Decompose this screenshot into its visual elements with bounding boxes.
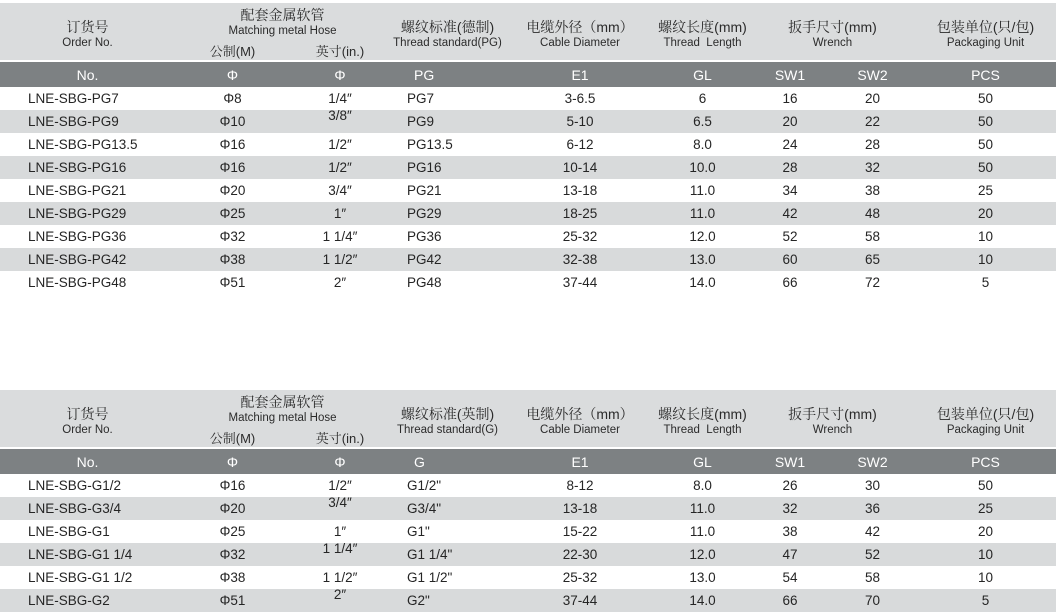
- key-metric-phi: Φ: [226, 453, 239, 470]
- key-sw1: SW1: [774, 66, 806, 83]
- sw2-cell: 30: [864, 478, 881, 493]
- thread-size-cell: G3/4": [407, 501, 442, 516]
- packaging-header-zh: 包装单位(只/包): [936, 18, 1035, 35]
- wrench-header: [750, 390, 915, 447]
- packaging-header-en: Packaging Unit: [946, 36, 1025, 49]
- key-metric-phi: Φ: [226, 66, 239, 83]
- inch-hose-cell: 1 1/4″: [322, 541, 358, 556]
- order-no-cell: LNE-SBG-PG9: [28, 114, 119, 129]
- key-sw1: SW1: [774, 453, 806, 470]
- inch-hose-cell: 3/4″: [328, 495, 352, 510]
- wrench-header-zh: 扳手尺寸(mm): [788, 405, 877, 422]
- sw2-cell: 52: [864, 547, 881, 562]
- metric-hose-cell: Φ16: [219, 137, 246, 152]
- sw1-cell: 66: [782, 275, 798, 290]
- sw2-cell: 58: [864, 570, 881, 585]
- cable-diameter-cell: 37-44: [562, 275, 598, 290]
- pcs-cell: 10: [977, 252, 994, 267]
- inch-hose-cell: 1″: [333, 206, 347, 221]
- order-no-cell: LNE-SBG-PG42: [28, 252, 127, 267]
- key-sw2: SW2: [857, 66, 888, 83]
- sw2-cell: 70: [864, 593, 881, 608]
- cable-diameter-header-zh: 电缆外径（mm）: [526, 405, 634, 422]
- thread-length-cell: 11.0: [689, 206, 716, 221]
- thread-length-cell: 11.0: [689, 501, 716, 516]
- matching-hose-header: [175, 3, 390, 60]
- table-row: [0, 87, 1056, 110]
- key-e1: E1: [571, 66, 589, 83]
- key-pcs: PCS: [971, 66, 1000, 83]
- cable-diameter-cell: 8-12: [566, 478, 594, 493]
- inch-hose-cell: 1 1/4″: [322, 229, 358, 244]
- thread-size-cell: G1/2": [407, 478, 442, 493]
- thread-size-cell: PG21: [407, 183, 442, 198]
- inch-hose-cell: 1″: [333, 524, 347, 539]
- sw2-cell: 36: [864, 501, 881, 516]
- thread-length-cell: 14.0: [689, 275, 716, 290]
- metric-hose-cell: Φ20: [219, 501, 246, 516]
- metric-subheader: 公制(M): [209, 44, 256, 59]
- thread-size-cell: PG16: [407, 160, 442, 175]
- metric-hose-cell: Φ16: [219, 478, 246, 493]
- sw1-cell: 42: [782, 206, 798, 221]
- thread-length-cell: 8.0: [693, 137, 712, 152]
- cable-diameter-header-en: Cable Diameter: [540, 36, 620, 49]
- table-row: [0, 497, 1056, 520]
- thread-length-cell: 14.0: [689, 593, 716, 608]
- wrench-header-en: Wrench: [812, 423, 853, 436]
- cable-diameter-cell: 37-44: [562, 593, 598, 608]
- thread-length-header-zh: 螺纹长度(mm): [658, 405, 747, 422]
- key-no: No.: [76, 66, 99, 83]
- pcs-cell: 50: [977, 137, 994, 152]
- thread-size-cell: PG48: [407, 275, 442, 290]
- matching-hose-header-zh: 配套金属软管: [240, 394, 325, 410]
- thread-size-cell: G1 1/2": [407, 570, 453, 585]
- thread-standard-header-zh: 螺纹标准(英制): [400, 405, 495, 422]
- inch-subheader: 英寸(in.): [315, 431, 365, 446]
- metric-hose-cell: Φ51: [219, 275, 246, 290]
- thread-size-cell: PG29: [407, 206, 442, 221]
- key-sw2: SW2: [857, 453, 888, 470]
- metric-hose-cell: Φ38: [219, 570, 246, 585]
- inch-hose-cell: 1 1/2″: [322, 252, 358, 267]
- g-column-key-row: [0, 449, 1056, 474]
- metric-hose-cell: Φ38: [219, 252, 246, 267]
- pcs-cell: 25: [977, 183, 994, 198]
- order-no-header-en: Order No.: [62, 36, 113, 49]
- cable-diameter-header-zh: 电缆外径（mm）: [526, 18, 634, 35]
- order-no-cell: LNE-SBG-G1/2: [28, 478, 122, 493]
- sw1-cell: 34: [782, 183, 798, 198]
- thread-size-cell: G1": [407, 524, 430, 539]
- sw2-cell: 58: [864, 229, 881, 244]
- sw1-cell: 16: [782, 91, 798, 106]
- pcs-cell: 50: [977, 91, 994, 106]
- pcs-cell: 50: [977, 114, 994, 129]
- cable-diameter-cell: 6-12: [566, 137, 594, 152]
- thread-size-cell: PG36: [407, 229, 442, 244]
- key-thread: PG: [414, 66, 435, 83]
- matching-hose-header: [175, 390, 390, 447]
- cable-diameter-cell: 15-22: [562, 524, 598, 539]
- sw2-cell: 20: [864, 91, 881, 106]
- inch-hose-cell: 2″: [333, 587, 347, 602]
- cable-diameter-cell: 32-38: [562, 252, 598, 267]
- cable-diameter-cell: 3-6.5: [564, 91, 596, 106]
- sw1-cell: 24: [782, 137, 798, 152]
- thread-length-cell: 11.0: [689, 183, 716, 198]
- order-no-cell: LNE-SBG-PG48: [28, 275, 127, 290]
- pcs-cell: 10: [977, 570, 994, 585]
- wrench-header-en: Wrench: [812, 36, 853, 49]
- table-row: [0, 271, 1056, 294]
- order-no-cell: LNE-SBG-PG7: [28, 91, 119, 106]
- thread-length-cell: 11.0: [689, 524, 716, 539]
- cable-diameter-cell: 13-18: [562, 501, 598, 516]
- pcs-cell: 5: [981, 275, 990, 290]
- sw2-cell: 22: [864, 114, 881, 129]
- order-no-cell: LNE-SBG-PG16: [28, 160, 127, 175]
- thread-length-cell: 10.0: [689, 160, 716, 175]
- matching-hose-header-zh: 配套金属软管: [240, 7, 325, 23]
- metric-hose-cell: Φ10: [219, 114, 246, 129]
- thread-standard-header-en: Thread standard(PG): [393, 36, 502, 49]
- cable-diameter-cell: 18-25: [562, 206, 598, 221]
- order-no-header: [0, 390, 175, 447]
- table-row: [0, 156, 1056, 179]
- thread-standard-header-zh: 螺纹标准(德制): [400, 18, 495, 35]
- inch-hose-cell: 3/8″: [328, 108, 352, 123]
- thread-standard-header: [390, 3, 505, 60]
- inch-hose-cell: 3/4″: [328, 183, 352, 198]
- pcs-cell: 10: [977, 547, 994, 562]
- sw1-cell: 32: [782, 501, 798, 516]
- sw1-cell: 52: [782, 229, 798, 244]
- thread-size-cell: G2": [407, 593, 430, 608]
- cable-diameter-header: [505, 3, 655, 60]
- order-no-header-en: Order No.: [62, 423, 113, 436]
- hose-subheaders: [175, 41, 390, 60]
- sw2-cell: 32: [864, 160, 881, 175]
- key-e1: E1: [571, 453, 589, 470]
- sw1-cell: 47: [782, 547, 798, 562]
- inch-hose-cell: 2″: [333, 275, 347, 290]
- packaging-header: [915, 3, 1056, 60]
- sw1-cell: 54: [782, 570, 798, 585]
- g-table-body: [0, 474, 1056, 612]
- key-inch-phi: Φ: [334, 66, 346, 83]
- sw2-cell: 72: [864, 275, 881, 290]
- thread-size-cell: G1 1/4": [407, 547, 453, 562]
- cable-diameter-cell: 22-30: [562, 547, 598, 562]
- inch-hose-cell: 1 1/2″: [322, 570, 358, 585]
- pg-table-header: [0, 3, 1056, 60]
- order-no-cell: LNE-SBG-PG13.5: [28, 137, 138, 152]
- matching-hose-header-en: Matching metal Hose: [228, 25, 337, 37]
- order-no-header: [0, 3, 175, 60]
- key-pcs: PCS: [971, 453, 1000, 470]
- wrench-header: [750, 3, 915, 60]
- pcs-cell: 50: [977, 160, 994, 175]
- cable-diameter-cell: 13-18: [562, 183, 598, 198]
- metric-hose-cell: Φ8: [223, 91, 242, 106]
- packaging-header-zh: 包装单位(只/包): [936, 405, 1035, 422]
- table-row: [0, 566, 1056, 589]
- g-table-header: [0, 390, 1056, 447]
- order-no-cell: LNE-SBG-PG36: [28, 229, 127, 244]
- pcs-cell: 20: [977, 206, 994, 221]
- thread-length-cell: 12.0: [689, 547, 716, 562]
- table-row: [0, 179, 1056, 202]
- metric-subheader: 公制(M): [209, 431, 256, 446]
- sw1-cell: 66: [782, 593, 798, 608]
- key-thread: G: [414, 453, 425, 470]
- sw2-cell: 65: [864, 252, 881, 267]
- table-row: [0, 520, 1056, 543]
- table-row: [0, 589, 1056, 612]
- thread-length-header: [655, 390, 750, 447]
- thread-length-header-en: Thread Length: [663, 423, 742, 436]
- packaging-header-en: Packaging Unit: [946, 423, 1025, 436]
- table-row: [0, 248, 1056, 271]
- table-row: [0, 225, 1056, 248]
- table-row: [0, 202, 1056, 225]
- thread-length-header: [655, 3, 750, 60]
- inch-hose-cell: 1/2″: [328, 137, 352, 152]
- thread-length-cell: 6.5: [693, 114, 712, 129]
- thread-size-cell: PG42: [407, 252, 442, 267]
- matching-hose-header-en: Matching metal Hose: [228, 412, 337, 424]
- sw2-cell: 42: [864, 524, 881, 539]
- table-row: [0, 474, 1056, 497]
- pcs-cell: 5: [981, 593, 990, 608]
- pg-table-body: [0, 87, 1056, 294]
- metric-hose-cell: Φ51: [219, 593, 246, 608]
- table-row: [0, 543, 1056, 566]
- pcs-cell: 25: [977, 501, 994, 516]
- sw1-cell: 28: [782, 160, 798, 175]
- key-inch-phi: Φ: [334, 453, 346, 470]
- hose-subheaders: [175, 428, 390, 447]
- metric-hose-cell: Φ25: [219, 524, 246, 539]
- order-no-cell: LNE-SBG-G1 1/2: [28, 570, 133, 585]
- sw1-cell: 60: [782, 252, 798, 267]
- key-no: No.: [76, 453, 99, 470]
- inch-hose-cell: 1/4″: [328, 91, 352, 106]
- thread-size-cell: PG13.5: [407, 137, 453, 152]
- thread-standard-header-en: Thread standard(G): [397, 423, 498, 436]
- pg-spec-table: [0, 3, 1056, 294]
- key-gl: GL: [693, 66, 712, 83]
- cable-diameter-cell: 25-32: [562, 229, 598, 244]
- table-row: [0, 133, 1056, 156]
- order-no-cell: LNE-SBG-G1: [28, 524, 110, 539]
- order-no-header-zh: 订货号: [66, 405, 109, 422]
- sw2-cell: 28: [864, 137, 881, 152]
- thread-length-cell: 12.0: [689, 229, 716, 244]
- order-no-cell: LNE-SBG-PG29: [28, 206, 127, 221]
- inch-subheader: 英寸(in.): [315, 44, 365, 59]
- order-no-cell: LNE-SBG-G3/4: [28, 501, 122, 516]
- sw2-cell: 38: [864, 183, 881, 198]
- cable-diameter-cell: 25-32: [562, 570, 598, 585]
- thread-length-cell: 13.0: [689, 252, 716, 267]
- metric-hose-cell: Φ25: [219, 206, 246, 221]
- cable-diameter-cell: 5-10: [566, 114, 594, 129]
- table-row: [0, 110, 1056, 133]
- pg-column-key-row: [0, 62, 1056, 87]
- order-no-cell: LNE-SBG-G2: [28, 593, 110, 608]
- thread-size-cell: PG7: [407, 91, 435, 106]
- pcs-cell: 50: [977, 478, 994, 493]
- packaging-header: [915, 390, 1056, 447]
- thread-length-header-zh: 螺纹长度(mm): [658, 18, 747, 35]
- thread-length-cell: 6: [698, 91, 707, 106]
- inch-hose-cell: 1/2″: [328, 478, 352, 493]
- metric-hose-cell: Φ20: [219, 183, 246, 198]
- sw1-cell: 20: [782, 114, 798, 129]
- order-no-header-zh: 订货号: [66, 18, 109, 35]
- thread-length-cell: 13.0: [689, 570, 716, 585]
- sw1-cell: 26: [782, 478, 798, 493]
- cable-diameter-cell: 10-14: [562, 160, 598, 175]
- thread-standard-header: [390, 390, 505, 447]
- metric-hose-cell: Φ32: [219, 229, 246, 244]
- thread-size-cell: PG9: [407, 114, 435, 129]
- wrench-header-zh: 扳手尺寸(mm): [788, 18, 877, 35]
- order-no-cell: LNE-SBG-PG21: [28, 183, 127, 198]
- order-no-cell: LNE-SBG-G1 1/4: [28, 547, 133, 562]
- inch-hose-cell: 1/2″: [328, 160, 352, 175]
- pcs-cell: 20: [977, 524, 994, 539]
- sw1-cell: 38: [782, 524, 798, 539]
- cable-diameter-header: [505, 390, 655, 447]
- key-gl: GL: [693, 453, 712, 470]
- metric-hose-cell: Φ32: [219, 547, 246, 562]
- thread-length-header-en: Thread Length: [663, 36, 742, 49]
- metric-hose-cell: Φ16: [219, 160, 246, 175]
- cable-diameter-header-en: Cable Diameter: [540, 423, 620, 436]
- g-spec-table: [0, 390, 1056, 612]
- thread-length-cell: 8.0: [693, 478, 712, 493]
- pcs-cell: 10: [977, 229, 994, 244]
- sw2-cell: 48: [864, 206, 881, 221]
